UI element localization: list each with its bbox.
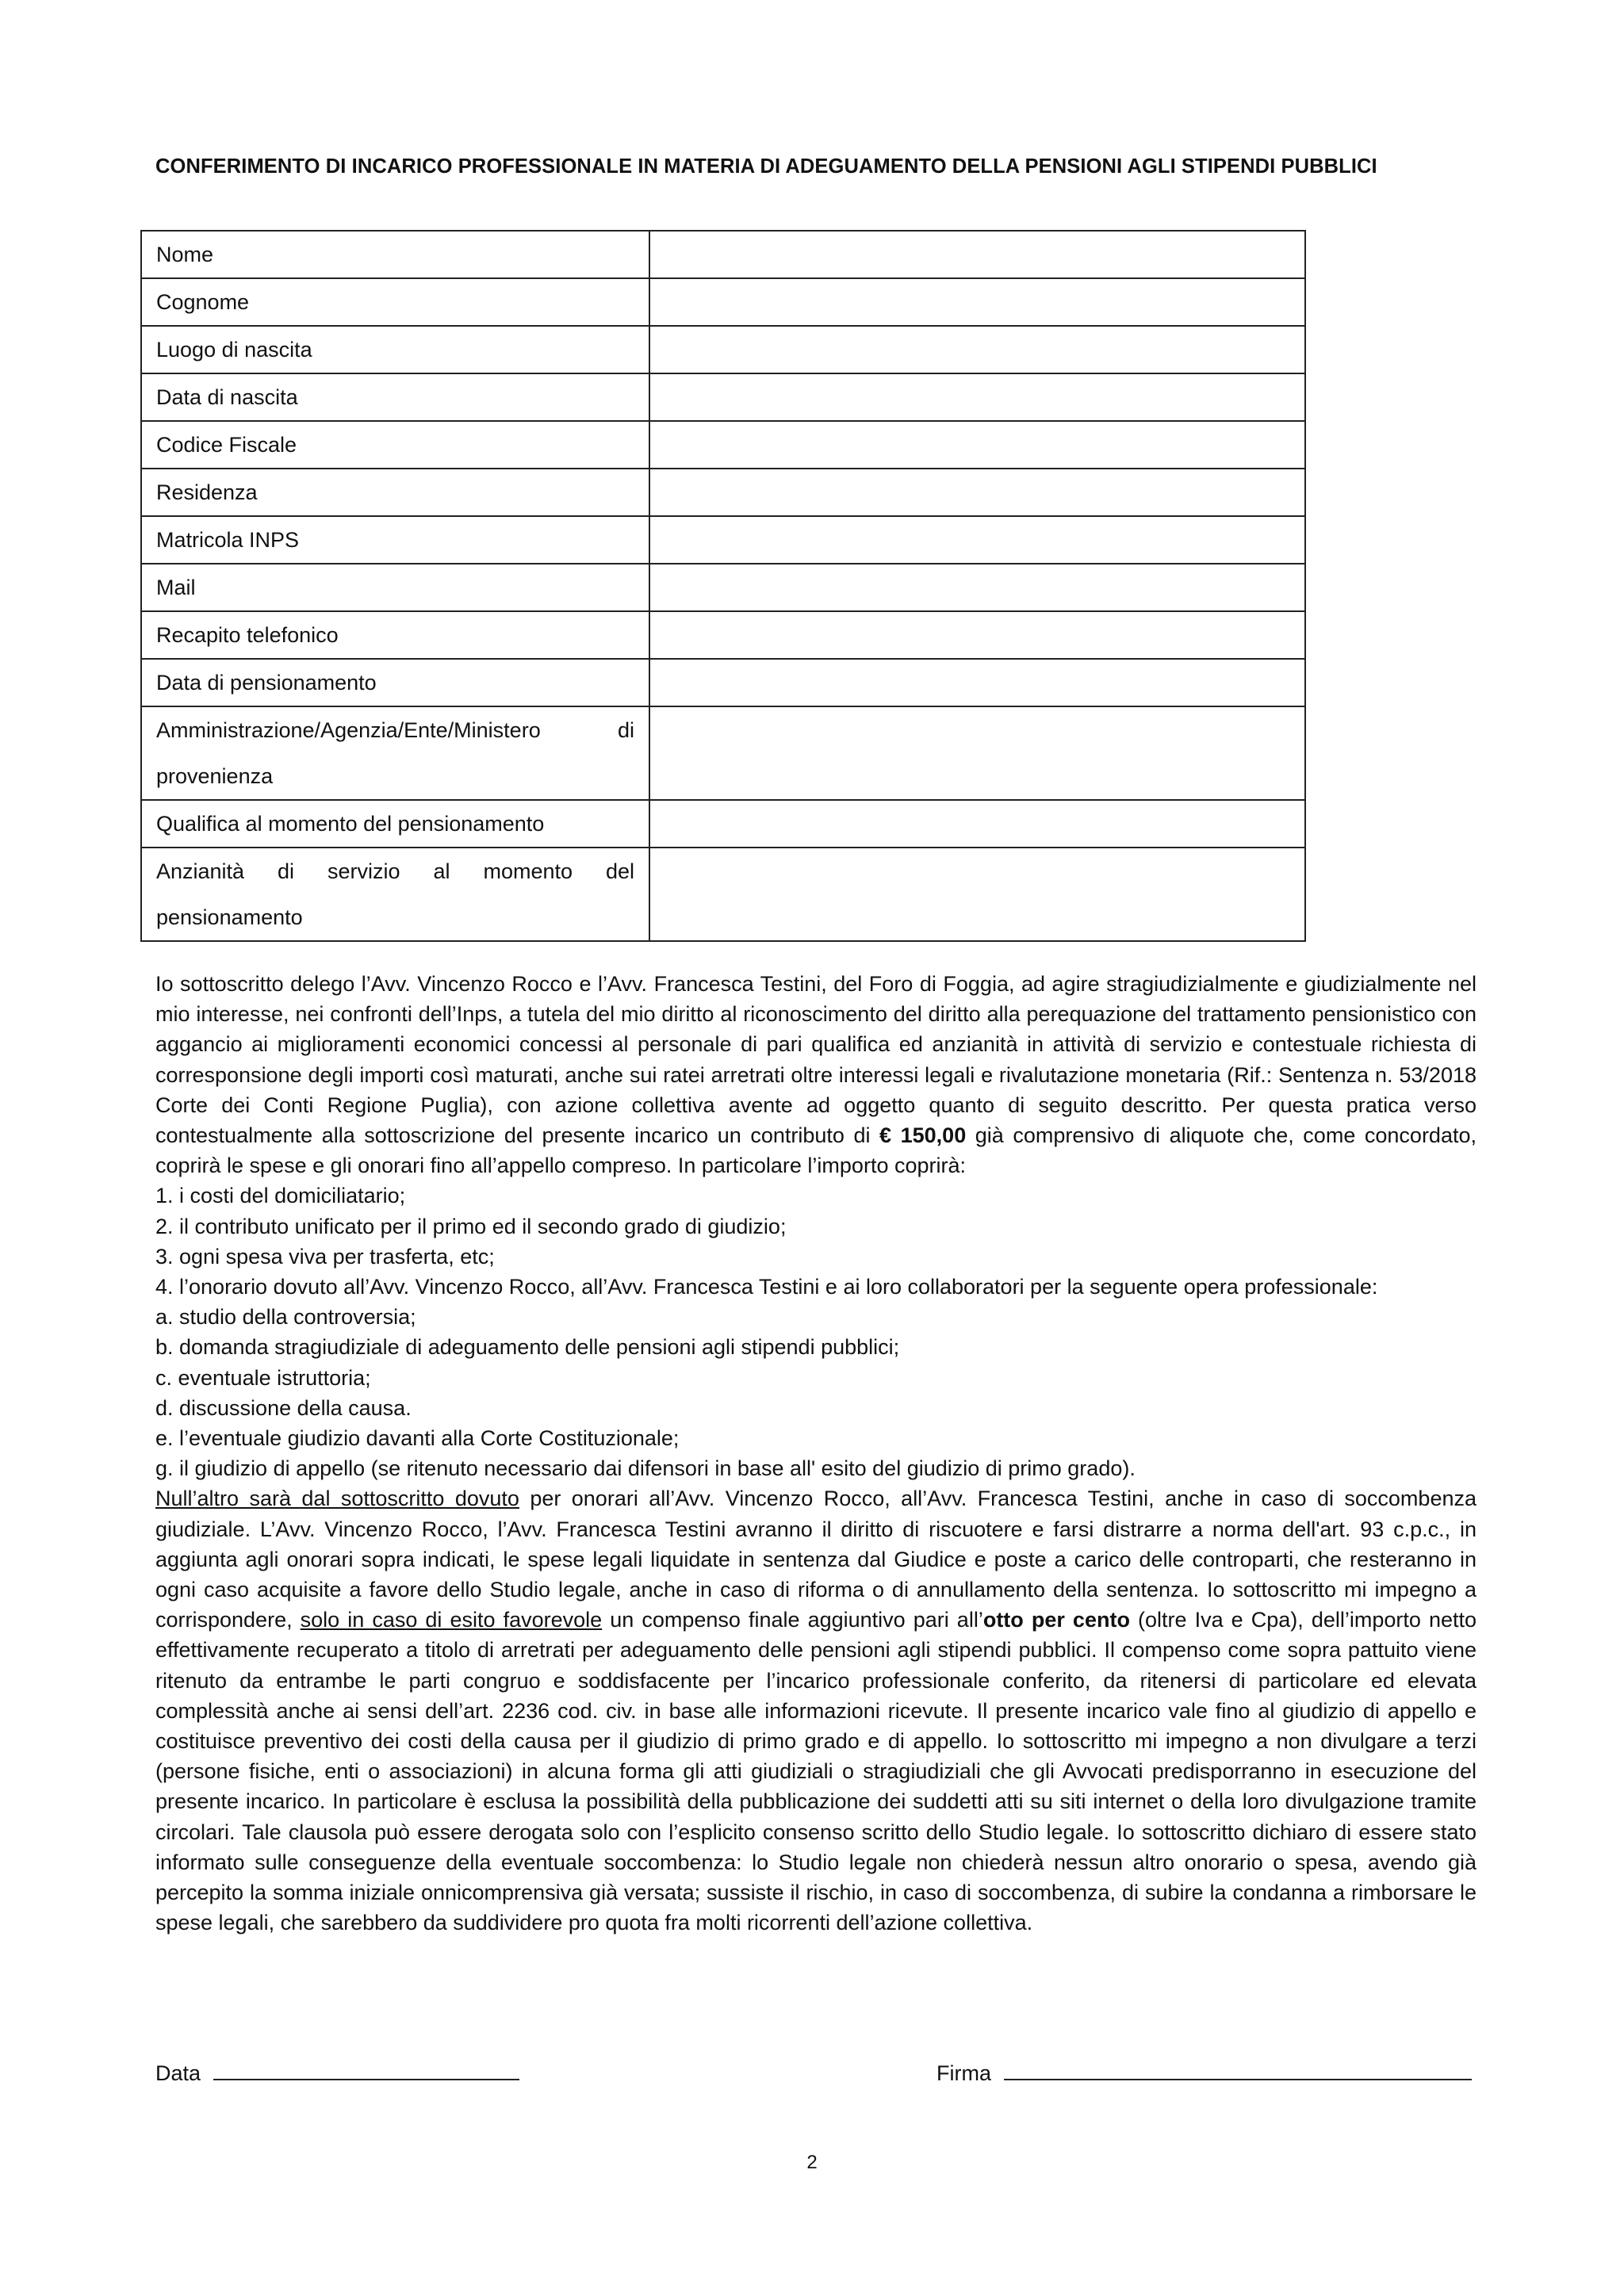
intro-paragraph [155, 969, 1477, 1181]
form-row-value-field[interactable] [649, 800, 1305, 848]
list-item: a. studio della controversia; [155, 1305, 416, 1330]
form-row-label: Recapito telefonico [141, 611, 649, 659]
form-row-label: Matricola INPS [141, 516, 649, 564]
list-item: g. il giudizio di appello (se ritenuto necessario dai difensori in base all' esito del giudizio di primo grado). [155, 1456, 1136, 1481]
form-row-label: Data di nascita [141, 373, 649, 421]
form-row [141, 278, 1305, 326]
closing-text-2: un compenso finale aggiuntivo pari all’ [602, 1608, 983, 1632]
only-if-favorable: solo in caso di esito favorevole [300, 1608, 603, 1632]
date-label: Data [155, 2061, 201, 2085]
form-row [141, 421, 1305, 469]
form-row [141, 800, 1305, 848]
form-row-value-field[interactable] [649, 611, 1305, 659]
form-row-value-field[interactable] [649, 469, 1305, 516]
list-item: d. discussione della causa. [155, 1395, 412, 1420]
form-row [141, 611, 1305, 659]
firma-signature-field [936, 2060, 1472, 2086]
form-row-label [141, 706, 649, 800]
form-row [141, 231, 1305, 278]
form-row-label: Luogo di nascita [141, 326, 649, 373]
form-row [141, 659, 1305, 706]
form-row-label: Codice Fiscale [141, 421, 649, 469]
form-row [141, 564, 1305, 611]
form-row-label-line1: Amministrazione/Agenzia/Ente/Ministero di [156, 718, 634, 742]
date-signature-field [155, 2060, 519, 2086]
form-row-label [141, 848, 649, 941]
closing-text-3: (oltre Iva e Cpa), dell’importo netto effettivamente recuperato a titolo di arretrati per adeguamento delle pensioni agli stipendi pubblici. Il compenso come sopra pattuito viene ritenuto da entrambe le parti congruo e soddisfacente per l’incarico professionale conferito, da ritenersi di particolare ed elevata complessità anche ai sensi dell’art. 2236 cod. civ. in base alle informazioni ricevute. Il presente incarico vale fino al giudizio di appello e costituisce preventivo dei costi della causa per il giudizio di primo grado e di appello. Io sottoscritto mi impegno a non divulgare a terzi (persone fisiche, enti o associazioni) in alcuna forma gli atti giudiziali o stragiudiziali che gli Avvocati predisporranno in esecuzione del presente incarico. In particolare è esclusa la possibilità della pubblicazione dei suddetti atti su siti internet o della loro divulgazione tramite circolari. Tale clausola può essere derogata solo con l’esplicito consenso scritto dello Studio legale. Io sottoscritto dichiaro di essere stato informato sulle conseguenze della eventuale soccombenza: lo Studio legale non chiederà nessun altro onorario o spesa, avendo già percepito la somma iniziale onnicomprensiva già versata; sussiste il rischio, in caso di soccombenza, di subire la condanna a rimborsare le spese legali, che sarebbero da suddividere pro quota fra molti ricorrenti dell’azione collettiva. [155, 1608, 1477, 1935]
form-row-label: Data di pensionamento [141, 659, 649, 706]
eight-percent: otto per cento [982, 1608, 1130, 1632]
form-row-value-field[interactable] [649, 564, 1305, 611]
list-item: b. domanda stragiudiziale di adeguamento delle pensioni agli stipendi pubblici; [155, 1335, 900, 1360]
page-title: CONFERIMENTO DI INCARICO PROFESSIONALE IN MATERIA DI ADEGUAMENTO DELLA PENSIONI AGLI STIPENDI PUBBLICI [155, 155, 1377, 178]
list-item: e. l’eventuale giudizio davanti alla Corte Costituzionale; [155, 1426, 680, 1451]
firma-blank-line[interactable] [1004, 2060, 1472, 2080]
form-row [141, 706, 1305, 800]
form-row-label-line2: provenienza [156, 764, 274, 788]
coverage-list [155, 1181, 1477, 1483]
list-item: 1. i costi del domiciliatario; [155, 1184, 406, 1208]
form-row-label: Residenza [141, 469, 649, 516]
form-row-value-field[interactable] [649, 659, 1305, 706]
list-item: 4. l’onorario dovuto all’Avv. Vincenzo Rocco, all’Avv. Francesca Testini e ai loro collaboratori per la seguente opera professionale: [155, 1275, 1378, 1299]
form-row-label: Qualifica al momento del pensionamento [141, 800, 649, 848]
form-row-label: Mail [141, 564, 649, 611]
form-row-label-line2: pensionamento [156, 905, 303, 929]
closing-paragraph [155, 1483, 1477, 1938]
form-row [141, 373, 1305, 421]
form-row-label-line1: Anzianità di servizio al momento del [156, 859, 634, 883]
form-row-value-field[interactable] [649, 421, 1305, 469]
intro-text: Io sottoscritto delego l’Avv. Vincenzo Rocco e l’Avv. Francesca Testini, del Foro di Foggia, ad agire stragiudizialmente e giudizialmente nel mio interesse, nei confronti dell’Inps, a tutela del mio diritto al riconoscimento del diritto alla perequazione del trattamento pensionistico con aggancio ai miglioramenti economici concessi al personale di pari qualifica ed anzianità in attività di servizio e contestuale richiesta di corresponsione degli importi così maturati, anche sui ratei arretrati oltre interessi legali e rivalutazione monetaria (Rif.: Sentenza n. 53/2018 Corte dei Conti Regione Puglia), con azione collettiva avente ad oggetto quanto di seguito descritto. Per questa pratica verso contestualmente alla sottoscrizione del presente incarico un contributo di [155, 972, 1477, 1148]
form-row-label: Nome [141, 231, 649, 278]
form-row [141, 848, 1305, 941]
form-row [141, 469, 1305, 516]
list-item: 2. il contributo unificato per il primo ed il secondo grado di giudizio; [155, 1214, 787, 1238]
list-item: c. eventuale istruttoria; [155, 1365, 371, 1390]
form-row-value-field[interactable] [649, 516, 1305, 564]
list-item: 3. ogni spesa viva per trasferta, etc; [155, 1244, 495, 1269]
form-row [141, 326, 1305, 373]
closing-text-1: per onorari all’Avv. Vincenzo Rocco, all’Avv. Francesca Testini, anche in caso di soccombenza giudiziale. L’Avv. Vincenzo Rocco, l’Avv. Francesca Testini avranno il diritto di riscuotere e farsi distrarre a norma dell'art. 93 c.p.c., in aggiunta agli onorari sopra indicati, le spese legali liquidate in sentenza dal Giudice e poste a carico delle controparti, che resteranno in ogni caso acquisite a favore dello Studio legale, anche in caso di riforma o di annullamento della sentenza. Io sottoscritto mi impegno a corrispondere, [155, 1487, 1477, 1632]
form-row-value-field[interactable] [649, 278, 1305, 326]
form-row-value-field[interactable] [649, 326, 1305, 373]
page-number: 2 [806, 2152, 818, 2173]
form-row-value-field[interactable] [649, 231, 1305, 278]
personal-data-table [140, 230, 1306, 942]
form-row-value-field[interactable] [649, 373, 1305, 421]
contribution-amount: € 150,00 [879, 1123, 967, 1148]
nothing-else-due: Null’altro sarà dal sottoscritto dovuto [155, 1487, 519, 1511]
form-row [141, 516, 1305, 564]
intro-text-end: già comprensivo di aliquote che, come concordato, coprirà le spese e gli onorari fino all’appello compreso. In particolare l’importo coprirà: [155, 1123, 1477, 1178]
date-blank-line[interactable] [213, 2060, 519, 2080]
document-body [155, 969, 1477, 1938]
form-row-value-field[interactable] [649, 848, 1305, 941]
form-row-label: Cognome [141, 278, 649, 326]
form-row-value-field[interactable] [649, 706, 1305, 800]
firma-label: Firma [936, 2061, 991, 2085]
